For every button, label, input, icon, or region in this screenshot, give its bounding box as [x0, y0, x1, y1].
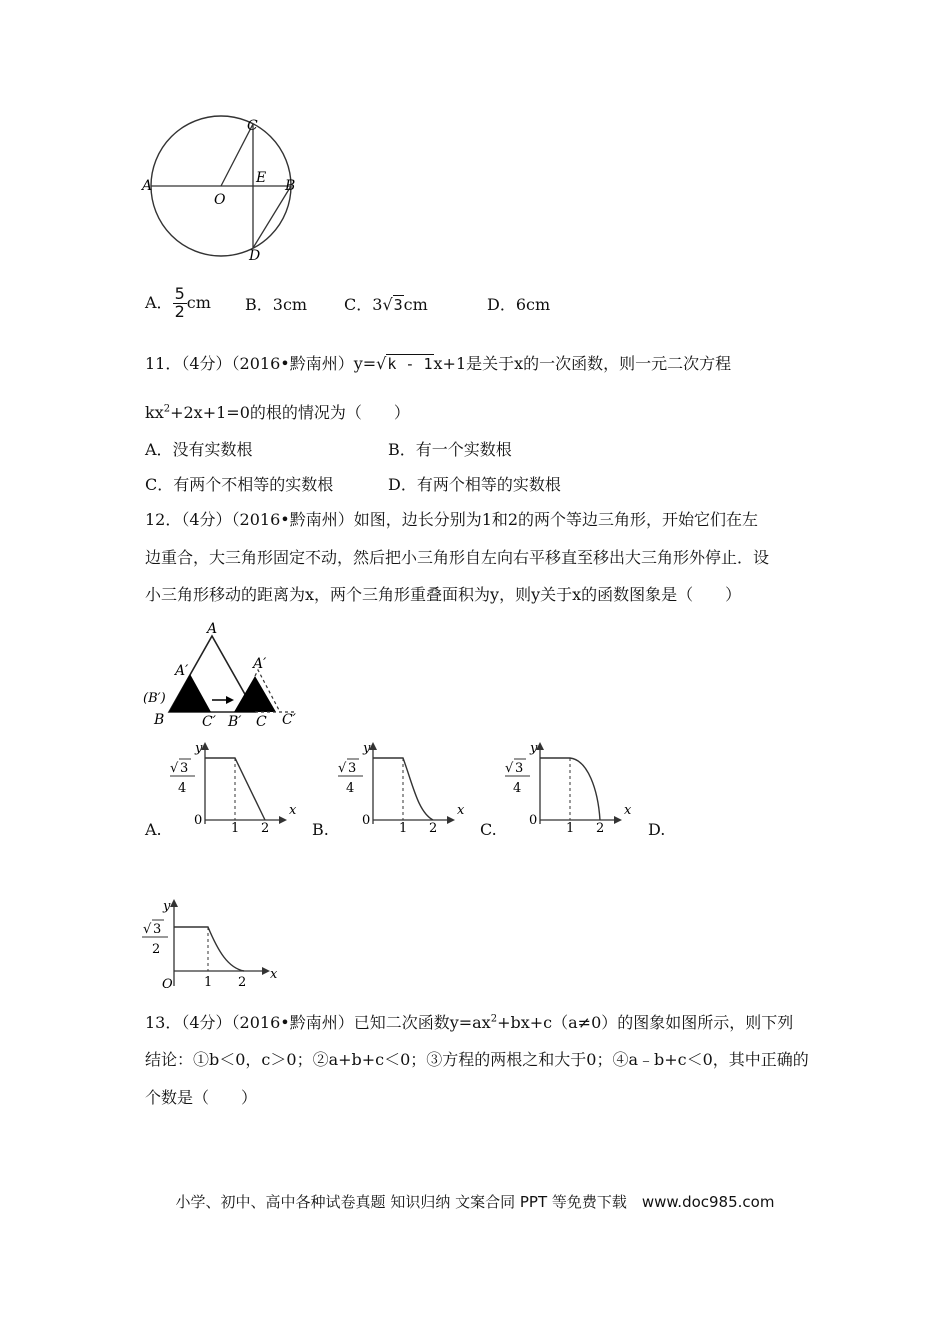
label-c: C	[256, 714, 267, 730]
q11-line2-pre: kx	[145, 403, 164, 422]
tick-1-label: 1	[231, 821, 240, 832]
graph-b	[333, 740, 473, 832]
label-a-prime: A′	[175, 663, 189, 679]
x-label: x	[270, 967, 278, 982]
radicand-label: 3	[515, 761, 524, 776]
tick-1-label: 1	[204, 975, 213, 990]
x-label: x	[624, 803, 632, 818]
label-b-prime: B′	[228, 714, 242, 730]
q11-line1-pre: 11．（4分）（2016•黔南州）y=	[145, 354, 377, 373]
q11-line2-post: +2x+1=0的根的情况为（ ）	[170, 403, 410, 422]
x-axis-arrow	[279, 816, 287, 824]
radical-sign: √	[170, 761, 179, 776]
radicand-label: 3	[153, 922, 162, 937]
label-b-prime-paren: (B′)	[143, 691, 166, 706]
denominator-label: 4	[346, 781, 355, 796]
function-curve	[174, 927, 244, 971]
y-label: y	[363, 741, 371, 756]
q12-line1: 12．（4分）（2016•黔南州）如图，边长分别为1和2的两个等边三角形，开始它们在左	[145, 510, 759, 529]
origin-label: 0	[529, 813, 538, 828]
q12-option-a: A.	[145, 820, 162, 839]
q11-line1-post: x+1是关于x的一次函数，则一元二次方程	[433, 354, 732, 373]
label-o: O	[214, 192, 226, 208]
origin-label: 0	[362, 813, 371, 828]
tick-1-label: 1	[399, 821, 408, 832]
tick-2-label: 2	[238, 975, 247, 990]
triangle-figure	[140, 618, 310, 730]
q11-option-d: D．有两个相等的实数根	[388, 475, 561, 494]
radical-sign: √	[382, 295, 393, 314]
radicand: 3	[393, 296, 403, 314]
q11-line1	[145, 351, 731, 374]
radical-sign: √	[505, 761, 514, 776]
fraction	[173, 286, 187, 321]
label-a: A	[142, 178, 153, 194]
page-footer: 小学、初中、高中各种试卷真题 知识归纳 文案合同 PPT 等免费下载 www.doc985.com	[175, 1193, 775, 1211]
x-label: x	[289, 803, 297, 818]
denominator-label: 4	[513, 781, 522, 796]
x-axis-arrow	[262, 967, 270, 975]
label-c-prime: C′	[202, 714, 216, 730]
radicand: k - 1	[387, 355, 433, 373]
unit: cm	[403, 295, 428, 314]
label-b: B	[154, 712, 165, 728]
q10-option-d: D．6cm	[487, 295, 551, 314]
origin-label: 0	[194, 813, 203, 828]
x-axis-arrow	[614, 816, 622, 824]
tick-2-label: 2	[261, 821, 270, 832]
y-label: y	[530, 741, 538, 756]
unit: cm	[186, 292, 211, 312]
q13-line2: 结论：①b＜0，c＞0；②a+b+c＜0；③方程的两根之和大于0；④a﹣b+c＜0，其中正确的	[145, 1050, 809, 1069]
q11-line2	[145, 400, 410, 423]
y-label: y	[163, 899, 171, 914]
tick-1-label: 1	[566, 821, 575, 832]
x-axis-arrow	[447, 816, 455, 824]
exponent: 2	[163, 403, 171, 415]
y-axis-arrow	[170, 899, 178, 907]
denominator-label: 2	[152, 942, 161, 957]
q13-line1-post: +bx+c（a≠0）的图象如图所示，则下列	[497, 1013, 794, 1032]
label-c-prime-far: C′	[282, 712, 296, 728]
q10-option-a-label: A．	[145, 292, 173, 312]
q12-option-b: B.	[312, 820, 329, 839]
denominator: 2	[174, 301, 185, 321]
denominator-label: 4	[178, 781, 187, 796]
q10-option-a	[145, 284, 211, 321]
label-d: D	[249, 248, 261, 264]
q10-option-c	[344, 292, 428, 315]
radicand-label: 3	[348, 761, 357, 776]
radicand-label: 3	[180, 761, 189, 776]
label-e: E	[256, 170, 267, 186]
graph-d	[138, 896, 283, 994]
graph-c	[500, 740, 640, 832]
radical-sign: √	[376, 354, 387, 373]
label-a-prime-moved: A′	[253, 656, 267, 672]
q11-option-c: C．有两个不相等的实数根	[145, 475, 334, 494]
radical-sign: √	[143, 922, 152, 937]
q10-options	[145, 286, 211, 321]
q10-option-c-label: C．3	[344, 295, 383, 314]
q10-option-b: B．3cm	[245, 295, 308, 314]
label-c: C	[247, 118, 258, 134]
y-label: y	[195, 741, 203, 756]
label-b: B	[285, 178, 296, 194]
q12-option-d: D.	[648, 820, 666, 839]
tick-2-label: 2	[596, 821, 605, 832]
small-triangle-start	[169, 674, 211, 712]
exponent: 2	[490, 1013, 498, 1025]
numerator: 5	[174, 284, 185, 303]
q11-option-a: A．没有实数根	[145, 440, 253, 459]
graph-a	[165, 740, 305, 832]
radical-sign: √	[338, 761, 347, 776]
segment-bd	[253, 186, 291, 248]
q13-line1	[145, 1010, 793, 1033]
label-a: A	[207, 621, 218, 637]
tick-2-label: 2	[429, 821, 438, 832]
origin-label: O	[162, 977, 173, 992]
q13-line3: 个数是（ ）	[145, 1088, 258, 1107]
x-label: x	[457, 803, 465, 818]
q12-option-c: C.	[480, 820, 497, 839]
q11-option-b: B．有一个实数根	[388, 440, 512, 459]
q12-line3: 小三角形移动的距离为x，两个三角形重叠面积为y，则y关于x的函数图象是（ ）	[145, 585, 742, 604]
circle-figure	[138, 112, 308, 264]
q12-line2: 边重合，大三角形固定不动，然后把小三角形自左向右平移直至移出大三角形外停止．设	[145, 548, 770, 567]
small-triangle-moved	[234, 676, 276, 712]
q13-line1-pre: 13．（4分）（2016•黔南州）已知二次函数y=ax	[145, 1013, 491, 1032]
arrow-head	[226, 696, 234, 704]
